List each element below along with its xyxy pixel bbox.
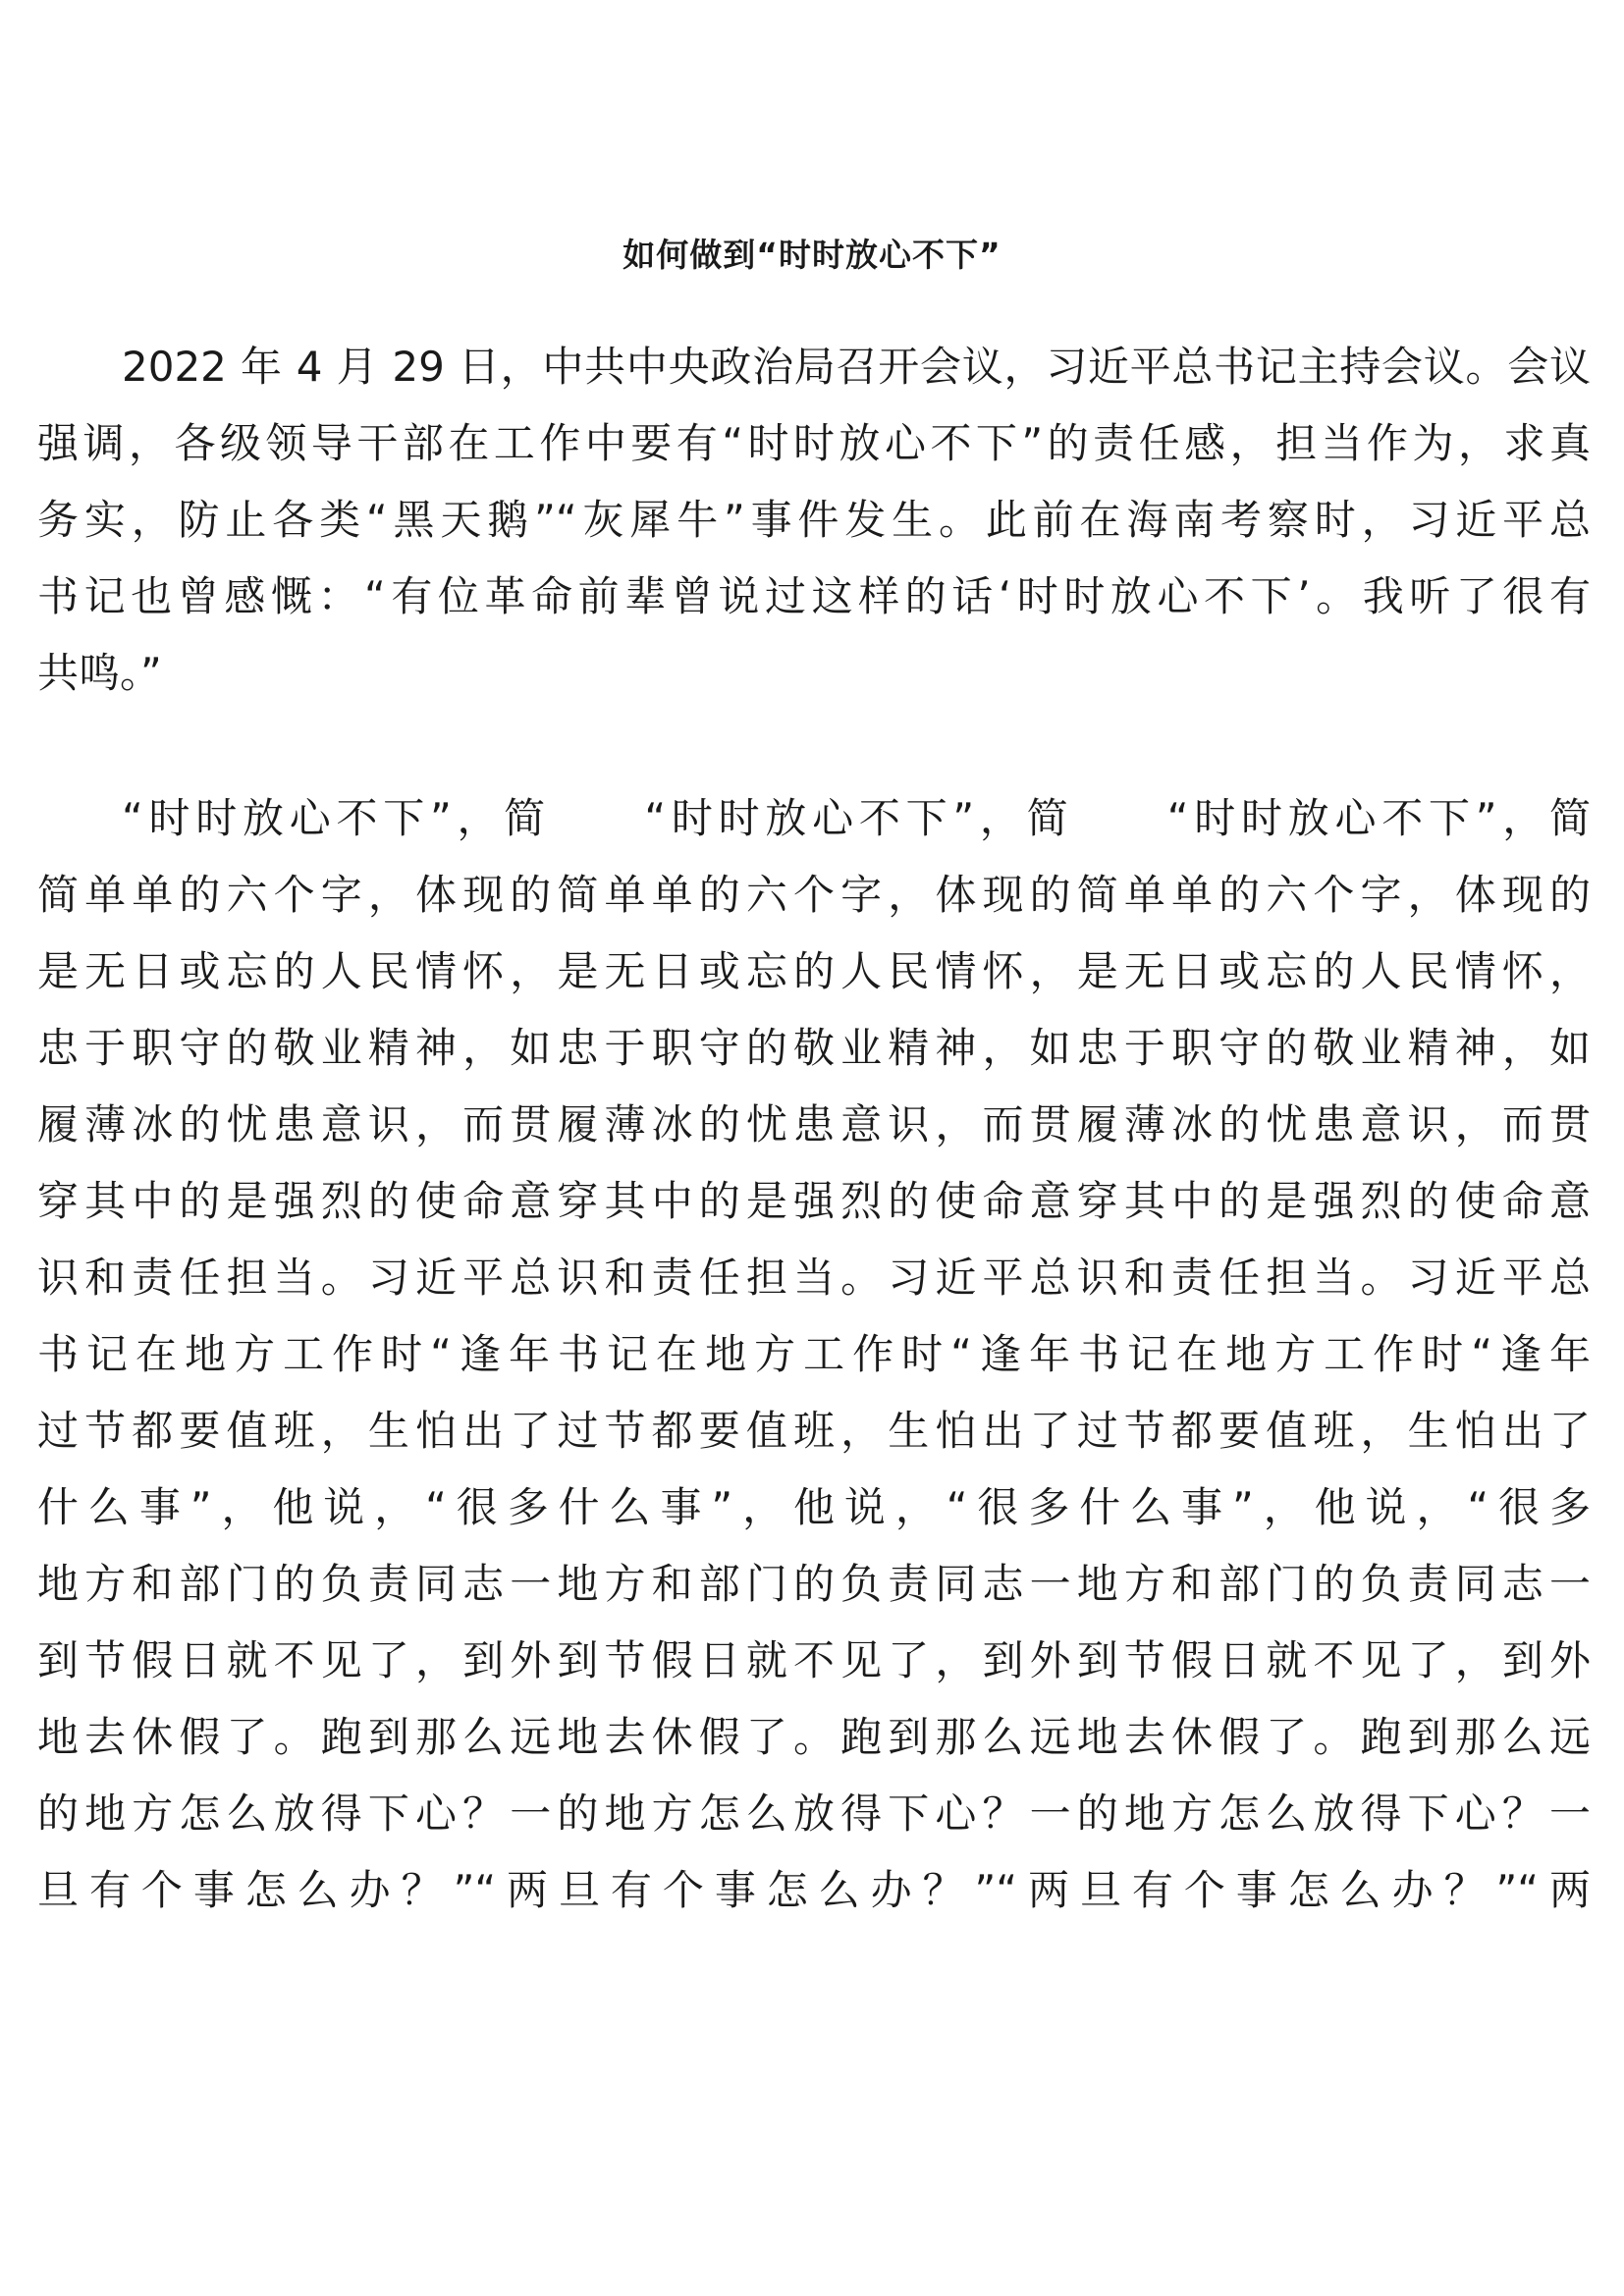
paragraph-2 — [37, 780, 1591, 1929]
paragraph-line: 是无日或忘的人民情怀，是无日或忘的人民情怀，是无日或忘的人民情怀， — [37, 947, 1591, 995]
paragraph-line: 识和责任担当。习近平总识和责任担当。习近平总识和责任担当。习近平总 — [37, 1254, 1591, 1302]
paragraph-line: 简单单的六个字，体现的简单单的六个字，体现的简单单的六个字，体现的 — [37, 871, 1591, 919]
paragraph-line: 履薄冰的忧患意识，而贯履薄冰的忧患意识，而贯履薄冰的忧患意识，而贯 — [37, 1100, 1591, 1148]
paragraph-line: 旦有个事怎么办？”“两旦有个事怎么办？”“两旦有个事怎么办？”“两 — [37, 1866, 1591, 1914]
paragraph-1 — [37, 329, 1591, 712]
paragraph-line: 共鸣。” — [37, 649, 162, 697]
paragraph-line: 到节假日就不见了，到外到节假日就不见了，到外到节假日就不见了，到外 — [37, 1636, 1591, 1684]
paragraph-line: 穿其中的是强烈的使命意穿其中的是强烈的使命意穿其中的是强烈的使命意 — [37, 1177, 1591, 1225]
paragraph-line: “时时放心不下”，简 “时时放心不下”，简 “时时放心不下”，简 — [122, 794, 1591, 842]
paragraph-line: 的地方怎么放得下心？一的地方怎么放得下心？一的地方怎么放得下心？一 — [37, 1789, 1591, 1838]
paragraph-line: 书记在地方工作时“逢年书记在地方工作时“逢年书记在地方工作时“逢年 — [37, 1330, 1591, 1378]
paragraph-line: 强调，各级领导干部在工作中要有“时时放心不下”的责任感，担当作为，求真 — [37, 419, 1591, 467]
paragraph-line: 地方和部门的负责同志一地方和部门的负责同志一地方和部门的负责同志一 — [37, 1560, 1591, 1608]
paragraph-line: 务实，防止各类“黑天鹅”“灰犀牛”事件发生。此前在海南考察时，习近平总 — [37, 496, 1591, 544]
paragraph-line: 过节都要值班，生怕出了过节都要值班，生怕出了过节都要值班，生怕出了 — [37, 1407, 1591, 1455]
paragraph-line: 2022 年 4 月 29 日，中共中央政治局召开会议，习近平总书记主持会议。会议 — [122, 343, 1591, 391]
paragraph-line: 书记也曾感慨：“有位革命前辈曾说过这样的话‘时时放心不下’。我听了很有 — [37, 572, 1591, 620]
paragraph-line: 什么事”，他说，“很多什么事”，他说，“很多什么事”，他说，“很多 — [37, 1483, 1591, 1531]
paragraph-line: 忠于职守的敬业精神，如忠于职守的敬业精神，如忠于职守的敬业精神，如 — [37, 1024, 1591, 1072]
document-title: 如何做到“时时放心不下” — [623, 236, 1001, 274]
paragraph-line: 地去休假了。跑到那么远地去休假了。跑到那么远地去休假了。跑到那么远 — [37, 1713, 1591, 1761]
